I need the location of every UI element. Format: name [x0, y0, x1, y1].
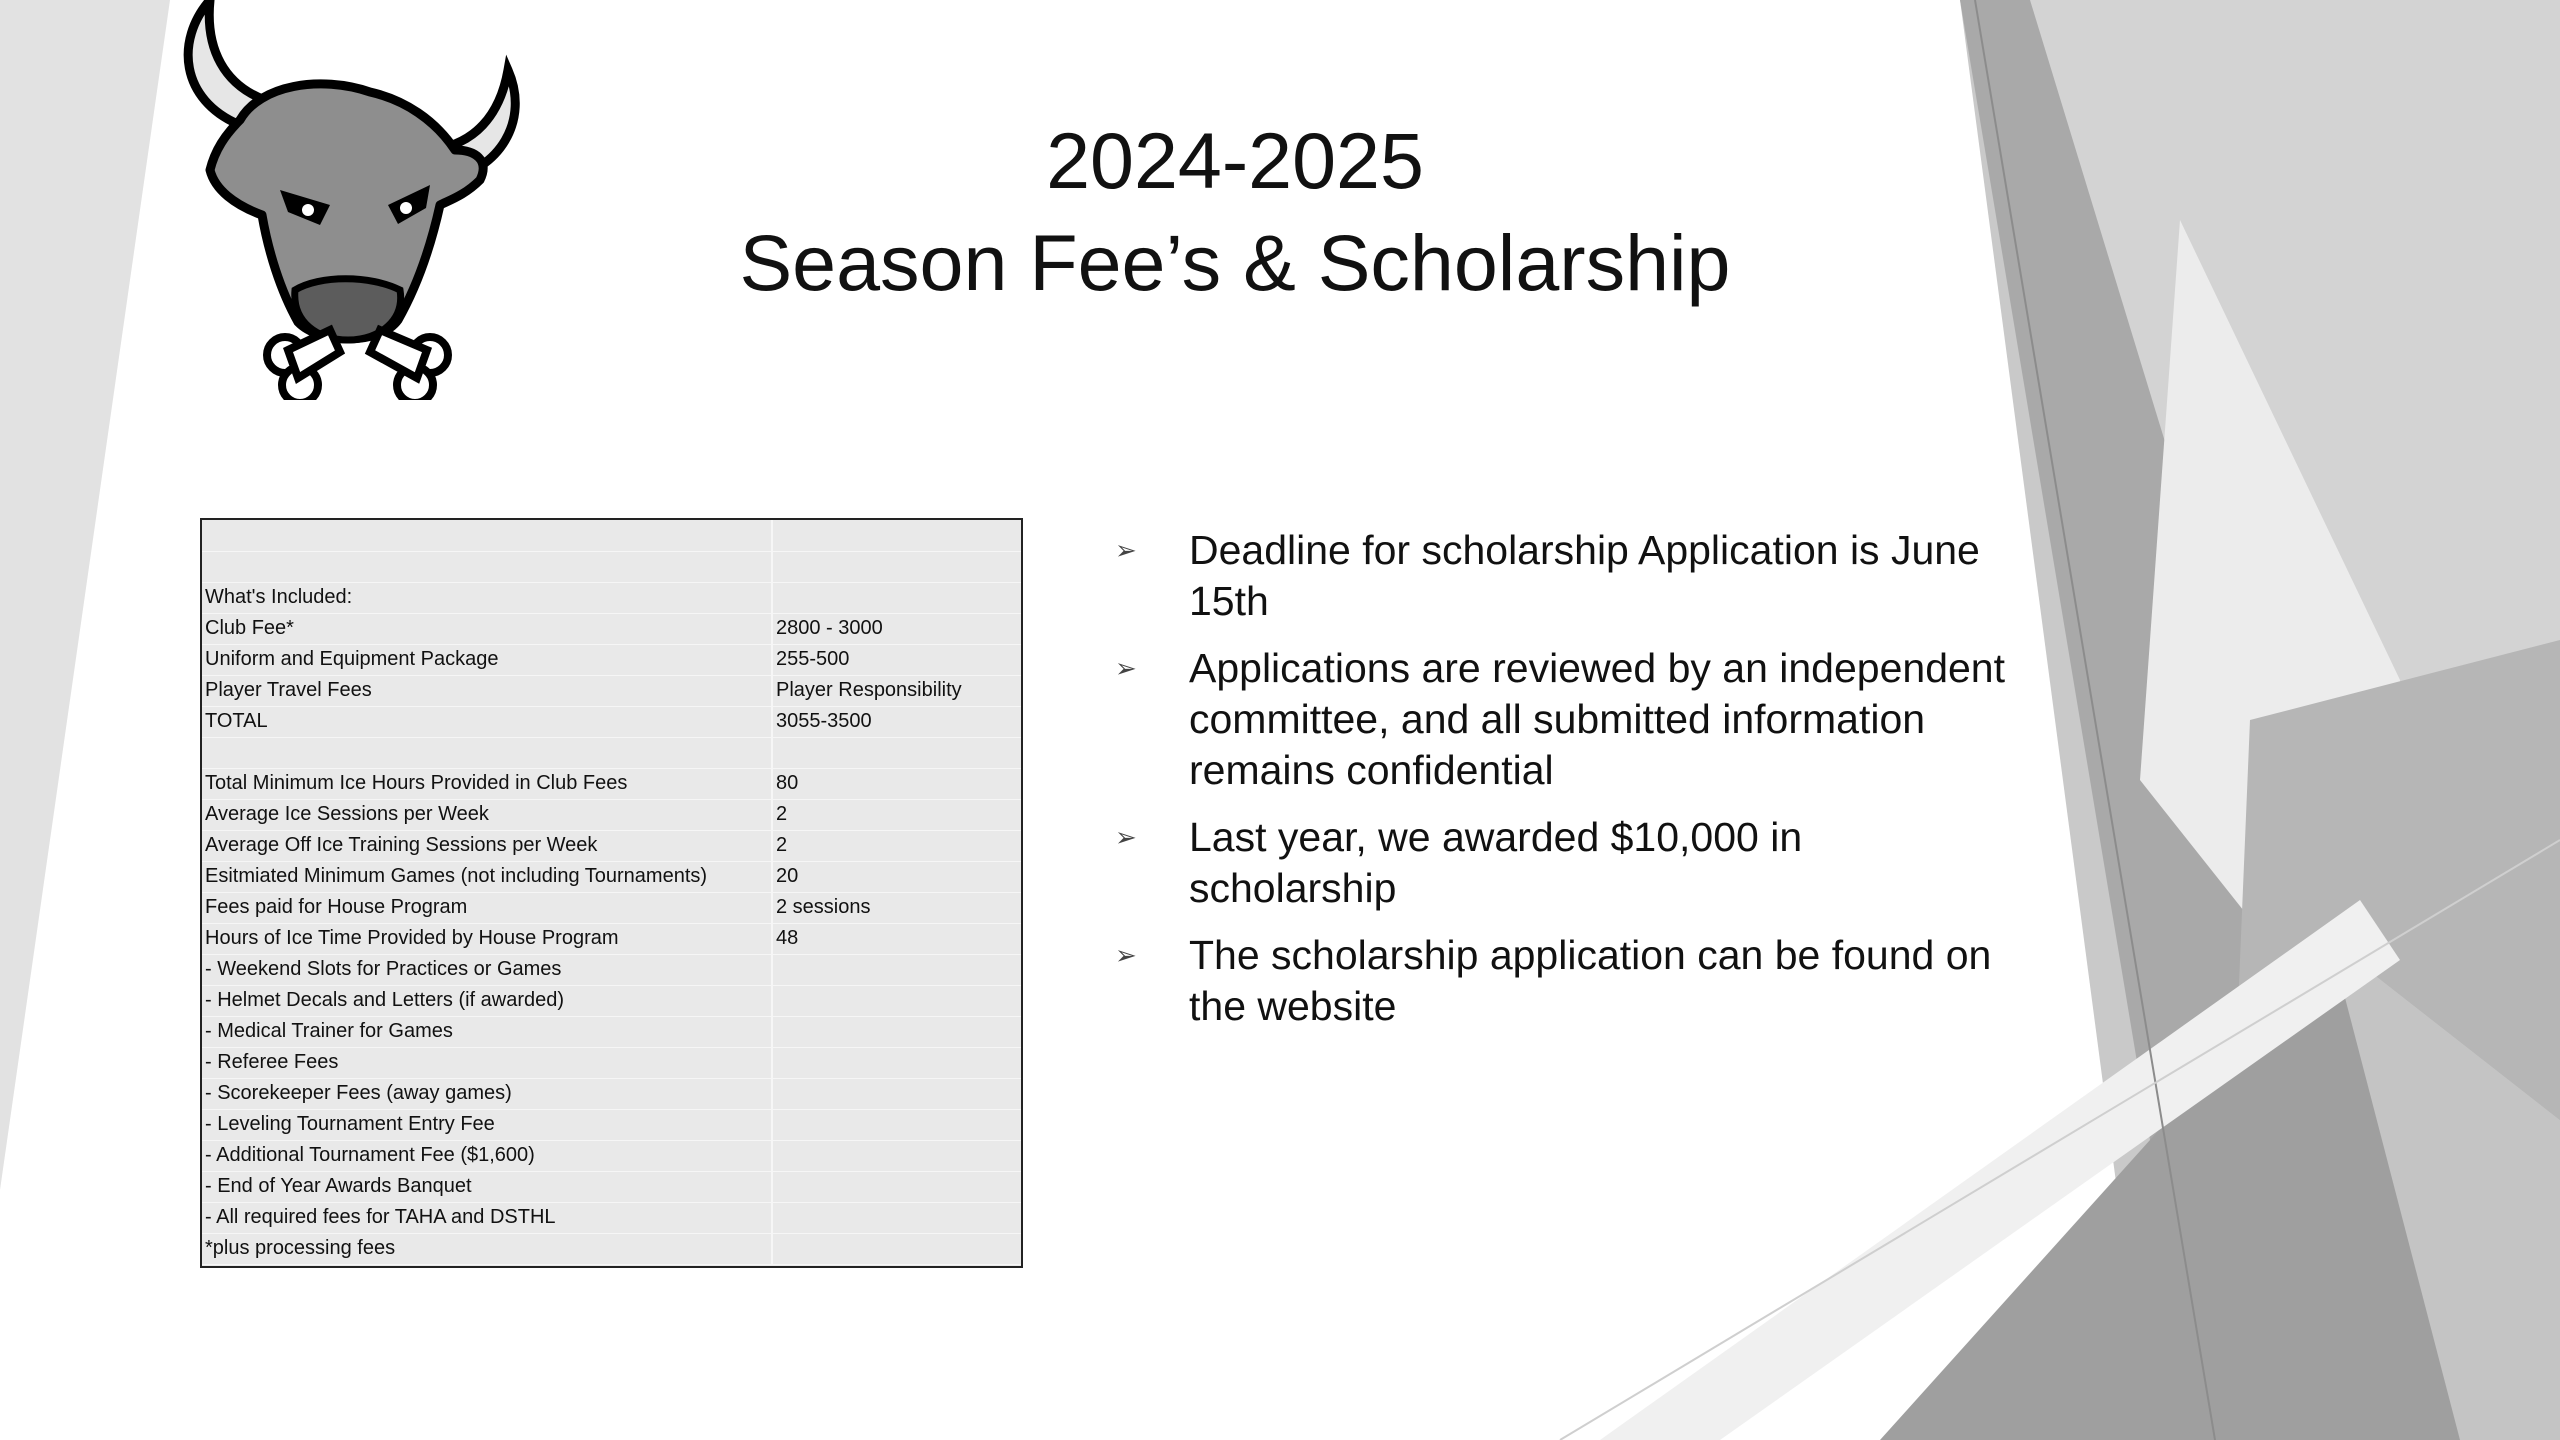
bullet-text: The scholarship application can be found on the website — [1189, 932, 1992, 1029]
table-row — [202, 1202, 1021, 1233]
fee-value-cell — [772, 985, 1021, 1016]
fee-label-cell: Player Travel Fees — [202, 675, 772, 706]
fee-label-cell — [202, 551, 772, 582]
arrowhead-bullet-icon: ➢ — [1115, 940, 1137, 970]
fee-value-cell — [772, 954, 1021, 985]
bullet-text: Deadline for scholarship Application is June 15th — [1189, 527, 1980, 624]
arrowhead-bullet-icon: ➢ — [1115, 822, 1137, 852]
fee-value-cell: 48 — [772, 923, 1021, 954]
fee-value-cell — [772, 1078, 1021, 1109]
fee-value-cell: 2 sessions — [772, 892, 1021, 923]
table-row — [202, 520, 1021, 551]
table-row — [202, 1140, 1021, 1171]
fee-label-cell: Average Off Ice Training Sessions per Week — [202, 830, 772, 861]
arrowhead-bullet-icon: ➢ — [1115, 535, 1137, 565]
fee-label-cell: - Helmet Decals and Letters (if awarded) — [202, 985, 772, 1016]
fee-value-cell — [772, 1202, 1021, 1233]
bullet-item — [1115, 525, 2015, 627]
fee-value-cell: 255-500 — [772, 644, 1021, 675]
fee-value-cell — [772, 520, 1021, 551]
fee-label-cell: *plus processing fees — [202, 1233, 772, 1264]
table-row — [202, 1171, 1021, 1202]
bullet-item — [1115, 930, 2015, 1032]
fee-label-cell: Fees paid for House Program — [202, 892, 772, 923]
table-row — [202, 644, 1021, 675]
bullet-text: Applications are reviewed by an independent committee, and all submitted information remains confidential — [1189, 645, 2005, 793]
fee-value-cell: 80 — [772, 768, 1021, 799]
bullet-item — [1115, 812, 2015, 914]
table-row — [202, 768, 1021, 799]
table-row — [202, 830, 1021, 861]
table-row — [202, 1078, 1021, 1109]
table-row — [202, 737, 1021, 768]
title-line-years: 2024-2025 — [1046, 116, 1424, 205]
bullet-item — [1115, 643, 2015, 796]
fee-label-cell: - Leveling Tournament Entry Fee — [202, 1109, 772, 1140]
table-row — [202, 1016, 1021, 1047]
fee-value-cell — [772, 1233, 1021, 1264]
fee-value-cell — [772, 1047, 1021, 1078]
table-row — [202, 985, 1021, 1016]
table-row — [202, 1233, 1021, 1264]
fee-label-cell: Esitmiated Minimum Games (not including Tournaments) — [202, 861, 772, 892]
fee-label-cell: Uniform and Equipment Package — [202, 644, 772, 675]
table-row — [202, 551, 1021, 582]
bullet-text: Last year, we awarded $10,000 in scholarship — [1189, 814, 1803, 911]
fee-label-cell — [202, 520, 772, 551]
table-row — [202, 582, 1021, 613]
fee-label-cell: Average Ice Sessions per Week — [202, 799, 772, 830]
fee-value-cell — [772, 737, 1021, 768]
fee-label-cell: - Scorekeeper Fees (away games) — [202, 1078, 772, 1109]
fee-value-cell — [772, 1109, 1021, 1140]
fee-label-cell: - Referee Fees — [202, 1047, 772, 1078]
table-row — [202, 923, 1021, 954]
fee-label-cell: TOTAL — [202, 706, 772, 737]
fee-value-cell — [772, 1171, 1021, 1202]
fee-value-cell: 3055-3500 — [772, 706, 1021, 737]
fee-value-cell: 2 — [772, 830, 1021, 861]
fee-label-cell: - All required fees for TAHA and DSTHL — [202, 1202, 772, 1233]
table-row — [202, 613, 1021, 644]
table-row — [202, 861, 1021, 892]
arrowhead-bullet-icon: ➢ — [1115, 653, 1137, 683]
fee-value-cell: 2 — [772, 799, 1021, 830]
fee-label-cell: - End of Year Awards Banquet — [202, 1171, 772, 1202]
fee-table — [200, 518, 1023, 1268]
table-row — [202, 706, 1021, 737]
fee-value-cell: Player Responsibility — [772, 675, 1021, 706]
title-line-heading: Season Fee’s & Scholarship — [739, 218, 1731, 307]
fee-label-cell: - Additional Tournament Fee ($1,600) — [202, 1140, 772, 1171]
fee-label-cell: - Medical Trainer for Games — [202, 1016, 772, 1047]
fee-value-cell — [772, 582, 1021, 613]
table-row — [202, 1109, 1021, 1140]
bull-head-logo-icon — [170, 0, 540, 400]
table-row — [202, 892, 1021, 923]
table-row — [202, 1047, 1021, 1078]
fee-table-body — [202, 520, 1021, 1264]
fee-label-cell: Club Fee* — [202, 613, 772, 644]
scholarship-bullets — [1115, 525, 2015, 1048]
fee-label-cell: - Weekend Slots for Practices or Games — [202, 954, 772, 985]
fee-value-cell: 2800 - 3000 — [772, 613, 1021, 644]
table-row — [202, 954, 1021, 985]
slide-title — [680, 110, 1790, 314]
fee-value-cell — [772, 551, 1021, 582]
table-row — [202, 675, 1021, 706]
table-row — [202, 799, 1021, 830]
fee-label-cell: Total Minimum Ice Hours Provided in Club Fees — [202, 768, 772, 799]
fee-label-cell: What's Included: — [202, 582, 772, 613]
fee-value-cell — [772, 1016, 1021, 1047]
fee-label-cell — [202, 737, 772, 768]
fee-value-cell: 20 — [772, 861, 1021, 892]
fee-value-cell — [772, 1140, 1021, 1171]
fee-label-cell: Hours of Ice Time Provided by House Program — [202, 923, 772, 954]
